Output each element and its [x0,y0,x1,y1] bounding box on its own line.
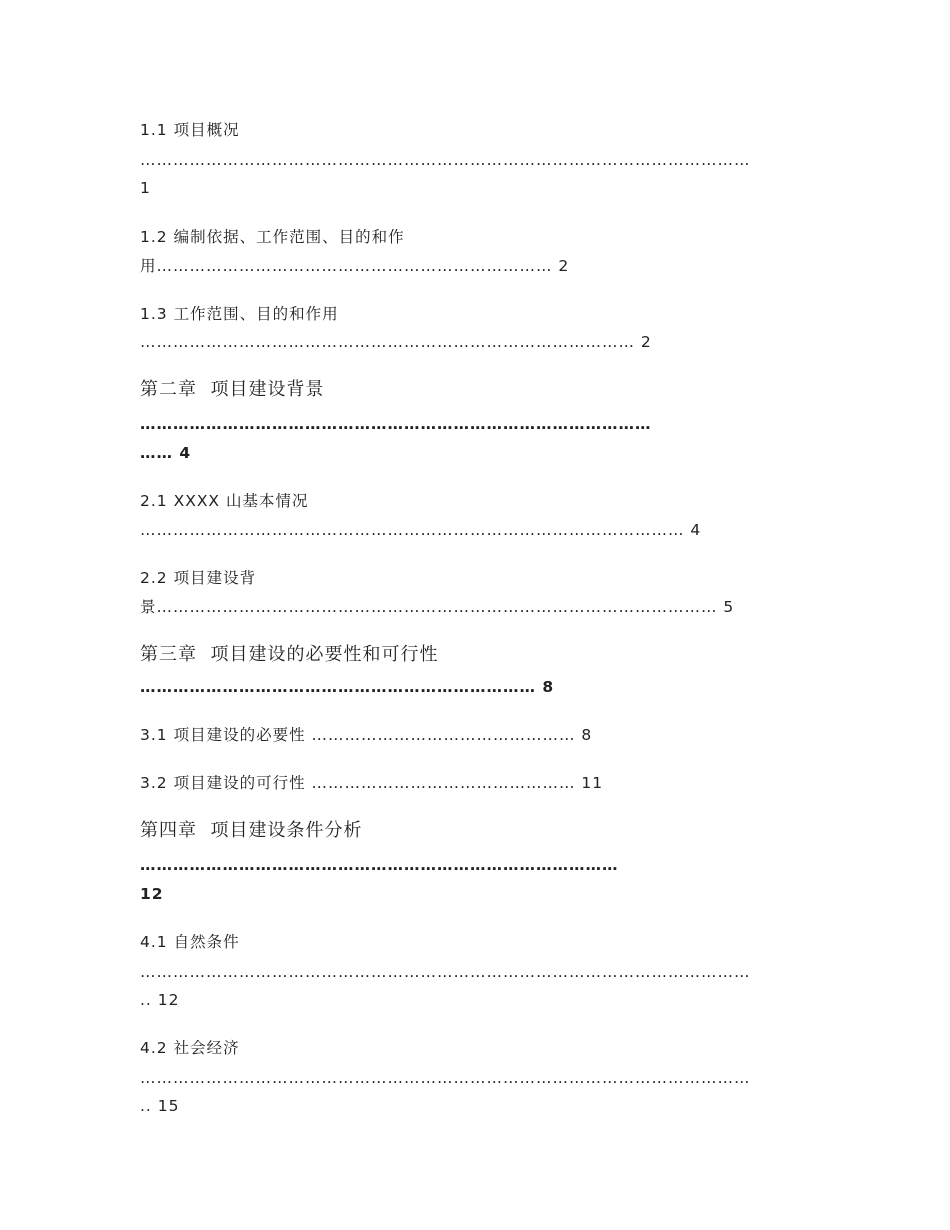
toc-page-number: 12 [140,885,164,903]
toc-page-number: 1 [140,179,151,197]
toc-leader-dots: ………………………………………………………………………………………………… [140,963,751,981]
toc-entry-title: 1.2 编制依据、工作范围、目的和作 [140,228,405,246]
toc-leader-with-page: ……………………………………………………………… 8 [140,678,555,696]
toc-entry-title: 4.2 社会经济 [140,1039,240,1057]
toc-page-number: .. 12 [140,991,180,1009]
toc-chapter-title: 第三章 项目建设的必要性和可行性 [140,644,439,665]
toc-entry-title: 2.1 XXXX 山基本情况 [140,492,309,510]
toc-leader-dots: …………………………………………………………………………… [140,856,619,874]
toc-entry-title: 3.1 项目建设的必要性 ………………………………………… 8 [140,726,593,744]
toc-leader-with-page: ……………………………………………………………………………………… 4 [140,521,702,539]
toc-entry-title: 4.1 自然条件 [140,933,240,951]
toc-chapter-title: 第二章 项目建设背景 [140,379,325,400]
toc-entry-title: 1.1 项目概况 [140,121,240,139]
toc-leader-with-page: ……………………………………………………………………………… 2 [140,333,652,351]
toc-entry-continuation: 用……………………………………………………………… 2 [140,257,570,275]
toc-chapter-title: 第四章 项目建设条件分析 [140,820,363,841]
toc-entry-title: 1.3 工作范围、目的和作用 [140,305,339,323]
toc-page-number: .. 15 [140,1097,180,1115]
toc-leader-dots: ………………………………………………………………………………………………… [140,1069,751,1087]
toc-leader-dots: ………………………………………………………………………………… [140,415,652,433]
toc-entry-continuation: 景………………………………………………………………………………………… 5 [140,598,735,616]
toc-leader-dots: ………………………………………………………………………………………………… [140,151,751,169]
toc-page-number: …… 4 [140,444,192,462]
toc-entry-title: 3.2 项目建设的可行性 ………………………………………… 11 [140,774,604,792]
toc-entry-title: 2.2 项目建设背 [140,569,257,587]
